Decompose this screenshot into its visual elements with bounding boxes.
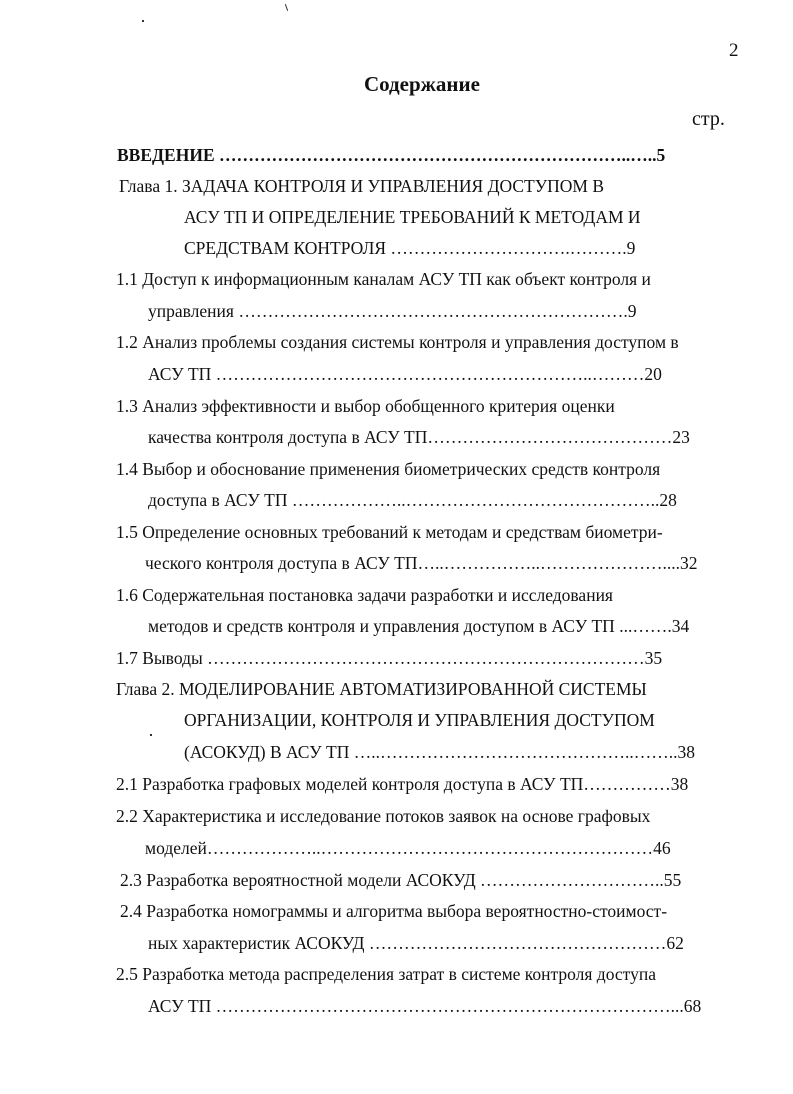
- toc-entry-2-4: 2.4 Разработка номограммы и алгоритма выбора вероятностно-стоимост-: [120, 901, 668, 921]
- toc-entry-1-1: управления ………………………………………………………….9: [148, 301, 637, 321]
- toc-entry-1-6: 1.6 Содержательная постановка задачи разработки и исследования: [116, 585, 613, 605]
- scan-speck: [150, 734, 152, 736]
- page-column-label: стр.: [692, 108, 725, 130]
- toc-entry-2-2: 2.2 Характеристика и исследование потоков заявок на основе графовых: [116, 806, 651, 826]
- toc-entry-1-2: 1.2 Анализ проблемы создания системы контроля и управления доступом в: [116, 332, 679, 352]
- toc-entry-introduction: ВВЕДЕНИЕ ……………………………………………………………..…..5: [117, 145, 666, 165]
- toc-entry-1-2: АСУ ТП ………………………………………………………..………20: [148, 364, 662, 384]
- toc-entry-1-7: 1.7 Выводы …………………………………………………………………35: [116, 648, 663, 668]
- toc-entry-2-2: моделей………………..…………………………………………………46: [145, 838, 671, 858]
- toc-entry-2-4: ных характеристик АСОКУД ……………………………………………62: [148, 933, 684, 953]
- toc-entry-chapter-1: СРЕДСТВАМ КОНТРОЛЯ ………………………….……….9: [184, 238, 636, 258]
- toc-entry-2-5: 2.5 Разработка метода распределения затрат в системе контроля доступа: [116, 964, 656, 984]
- toc-entry-chapter-2: Глава 2. МОДЕЛИРОВАНИЕ АВТОМАТИЗИРОВАННОЙ СИСТЕМЫ: [116, 679, 647, 699]
- toc-entry-1-4: 1.4 Выбор и обоснование применения биометрических средств контроля: [116, 459, 661, 479]
- toc-entry-1-3: качества контроля доступа в АСУ ТП……………………………………23: [148, 427, 690, 447]
- toc-entry-1-4: доступа в АСУ ТП ………………..……………………………………..28: [148, 490, 677, 510]
- toc-entry-chapter-1: АСУ ТП И ОПРЕДЕЛЕНИЕ ТРЕБОВАНИЙ К МЕТОДАМ И: [184, 207, 641, 227]
- toc-entry-1-6: методов и средств контроля и управления доступом в АСУ ТП ...…….34: [148, 616, 690, 636]
- toc-entry-1-5: 1.5 Определение основных требований к методам и средствам биометри-: [116, 522, 663, 542]
- toc-entry-1-5: ческого контроля доступа в АСУ ТП…..……………..…………………....32: [145, 553, 698, 573]
- scan-speck: [285, 4, 288, 11]
- toc-entry-2-3: 2.3 Разработка вероятностной модели АСОКУД …………………………..55: [120, 870, 682, 890]
- toc-entry-chapter-2: (АСОКУД) В АСУ ТП …..……………………………………..……..38: [184, 742, 695, 762]
- toc-entry-chapter-2: ОРГАНИЗАЦИИ, КОНТРОЛЯ И УПРАВЛЕНИЯ ДОСТУПОМ: [184, 710, 655, 730]
- scan-speck: [142, 20, 144, 22]
- toc-entry-2-5: АСУ ТП ……………………………………………………………………...68: [148, 996, 702, 1016]
- page-number: 2: [729, 40, 739, 61]
- toc-entry-1-3: 1.3 Анализ эффективности и выбор обобщенного критерия оценки: [116, 396, 615, 416]
- toc-entry-1-1: 1.1 Доступ к информационным каналам АСУ ТП как объект контроля и: [116, 269, 651, 289]
- page-title: Содержание: [364, 72, 480, 96]
- toc-entry-2-1: 2.1 Разработка графовых моделей контроля доступа в АСУ ТП……………38: [116, 774, 689, 794]
- toc-entry-chapter-1: Глава 1. ЗАДАЧА КОНТРОЛЯ И УПРАВЛЕНИЯ ДОСТУПОМ В: [119, 176, 605, 196]
